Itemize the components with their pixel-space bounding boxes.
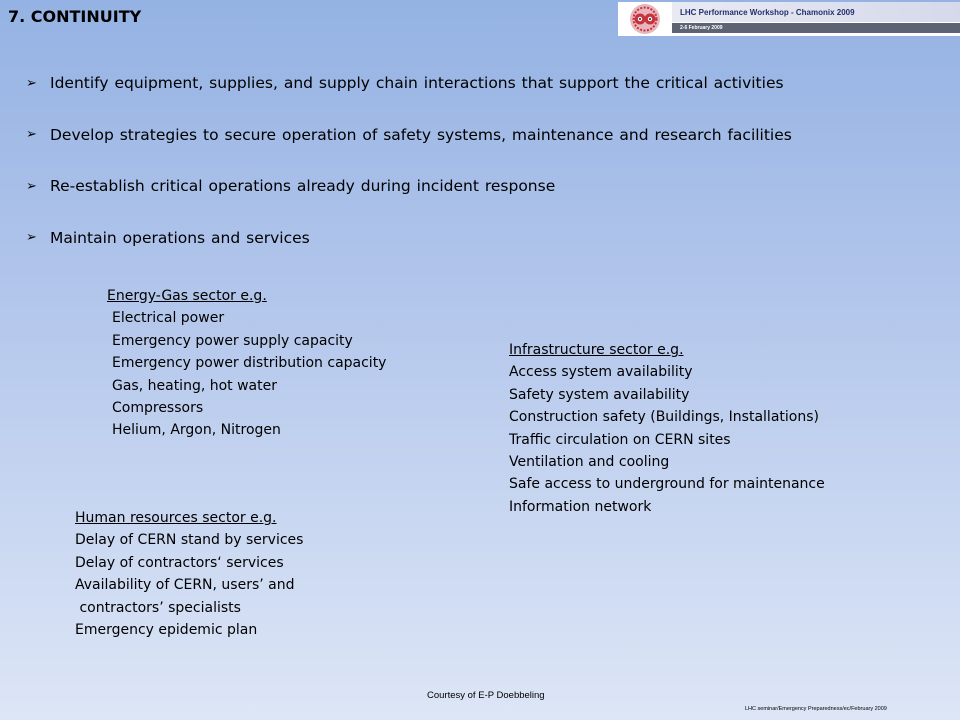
human-resources-header: Human resources sector e.g. [75, 510, 277, 526]
bullet-text: Re-establish critical operations already during incident response [50, 177, 556, 195]
human-resources-item: Delay of CERN stand by services [75, 532, 304, 549]
human-resources-item: Availability of CERN, users’ and [75, 577, 295, 594]
workshop-logo-icon [618, 2, 672, 36]
bullet-text: Develop strategies to secure operation of safety systems, maintenance and research facilities [50, 125, 792, 144]
slide-title: 7. CONTINUITY [8, 7, 142, 26]
human-resources-sector [75, 507, 303, 641]
infrastructure-item: Construction safety (Buildings, Installations) [509, 409, 819, 426]
slide-footer: LHC seminar/Emergency Preparedness/ec/February 2009 [745, 706, 887, 712]
infrastructure-item: Safety system availability [509, 386, 690, 403]
arrowhead-bullet-icon: ➢ [26, 230, 37, 245]
infrastructure-item: Information network [509, 498, 652, 515]
bullet-item [26, 228, 792, 248]
infrastructure-item: Traffic circulation on CERN sites [509, 431, 731, 448]
bullet-list [26, 73, 792, 279]
infrastructure-item: Safe access to underground for maintenance [509, 476, 825, 493]
bullet-text: Identify equipment, supplies, and supply chain interactions that support the critical activities [50, 74, 784, 92]
energy-gas-item: Helium, Argon, Nitrogen [112, 422, 281, 439]
courtesy-note: Courtesy of E-P Doebbeling [427, 690, 545, 701]
human-resources-item: Delay of contractors‘ services [75, 554, 284, 571]
bullet-text: Maintain operations and services [50, 228, 310, 247]
infrastructure-item: Access system availability [509, 364, 693, 381]
energy-gas-item: Electrical power [112, 310, 225, 327]
arrowhead-bullet-icon: ➢ [26, 178, 37, 194]
banner-date: 2-6 February 2009 [672, 23, 960, 33]
arrowhead-bullet-icon: ➢ [26, 127, 37, 142]
energy-gas-item: Emergency power distribution capacity [112, 355, 387, 372]
energy-gas-header: Energy-Gas sector e.g. [107, 288, 267, 304]
energy-gas-item: Emergency power supply capacity [112, 332, 353, 349]
human-resources-item: Emergency epidemic plan [75, 622, 258, 639]
arrowhead-bullet-icon: ➢ [26, 75, 37, 91]
infrastructure-item: Ventilation and cooling [509, 454, 670, 471]
banner-title: LHC Performance Workshop - Chamonix 2009 [672, 2, 960, 23]
energy-gas-item: Compressors [112, 400, 204, 417]
bullet-item [26, 73, 792, 93]
workshop-banner [618, 2, 960, 36]
energy-gas-item: Gas, heating, hot water [112, 377, 277, 394]
bullet-item [26, 125, 792, 145]
infrastructure-header: Infrastructure sector e.g. [509, 342, 684, 358]
human-resources-item: contractors’ specialists [75, 599, 241, 616]
infrastructure-sector [509, 339, 825, 518]
bullet-item [26, 176, 792, 196]
energy-gas-sector [107, 285, 386, 442]
